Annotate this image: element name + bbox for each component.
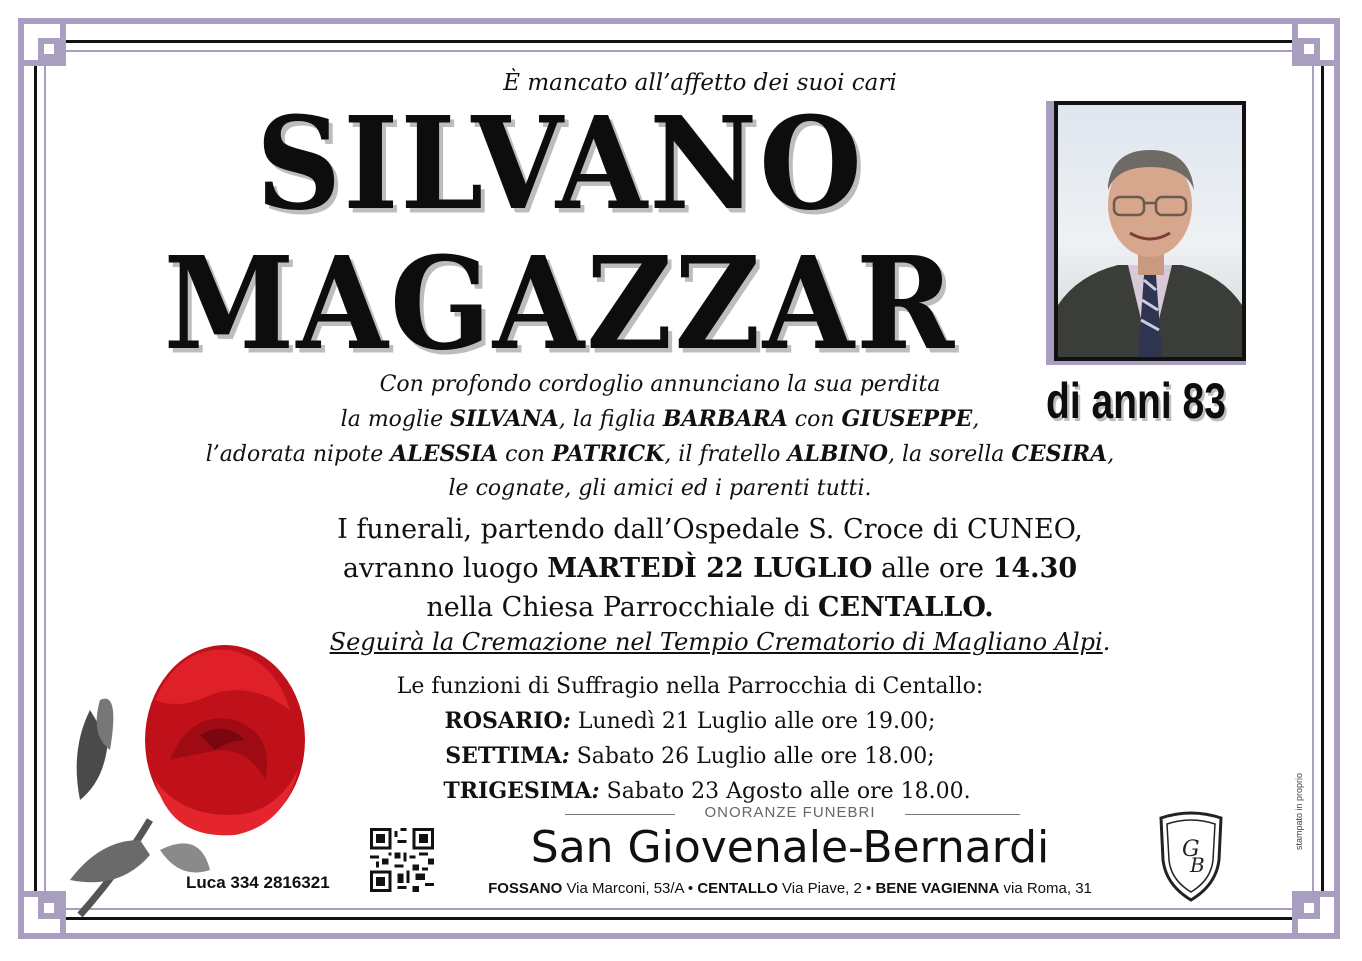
portrait-photo bbox=[1046, 101, 1246, 365]
svg-text:G: G bbox=[1182, 837, 1200, 862]
intro-line: È mancato all’affetto dei suoi cari bbox=[503, 70, 897, 96]
corner-ornament-tl bbox=[18, 18, 66, 66]
shield-logo-icon bbox=[1156, 810, 1226, 902]
suffrage-intro: Le funzioni di Suffragio nella Parrocchia di Centallo: bbox=[396, 674, 984, 699]
cremation-line: Seguirà la Cremazione nel Tempio Crematorio di Magliano Alpi. bbox=[329, 628, 1111, 656]
corner-ornament-bl bbox=[18, 891, 66, 939]
age-label: di anni 83 bbox=[1046, 373, 1226, 429]
corner-ornament-tr bbox=[1292, 18, 1340, 66]
contact-phone: Luca 334 2816321 bbox=[186, 873, 330, 892]
first-name: SILVANO bbox=[256, 88, 864, 239]
announcement-line-3: l’adorata nipote ALESSIA con PATRICK, il fratello ALBINO, la sorella CESIRA, bbox=[205, 441, 1115, 467]
announcement-line-2: la moglie SILVANA, la figlia BARBARA con GIUSEPPE, bbox=[340, 406, 980, 432]
svg-text:B: B bbox=[1190, 853, 1205, 877]
corner-ornament-br bbox=[1292, 891, 1340, 939]
funeral-line-3: nella Chiesa Parrocchiale di CENTALLO. bbox=[426, 592, 994, 623]
announcement-block bbox=[100, 368, 1226, 506]
suffrage-row-trigesima: TRIGESIMA: Sabato 23 Agosto alle ore 18.00. bbox=[443, 778, 971, 804]
funeral-home-addresses: FOSSANO Via Marconi, 53/A • CENTALLO Via Piave, 2 • BENE VAGIENNA via Roma, 31 bbox=[488, 880, 1092, 897]
funeral-home-name: San Giovenale-Bernardi bbox=[530, 822, 1050, 873]
funeral-home-tag: ONORANZE FUNEBRI bbox=[704, 804, 876, 821]
announcement-line-4: le cognate, gli amici ed i parenti tutti. bbox=[448, 476, 872, 501]
suffrage-row-rosario: ROSARIO: Lunedì 21 Luglio alle ore 19.00; bbox=[444, 708, 936, 734]
printed-note: stampato in proprio bbox=[1294, 772, 1304, 850]
funeral-line-1: I funerali, partendo dall’Ospedale S. Croce di CUNEO, bbox=[337, 514, 1083, 545]
portrait-illustration bbox=[1058, 105, 1242, 357]
funeral-block bbox=[100, 510, 1320, 627]
last-name: MAGAZZAR bbox=[163, 228, 957, 379]
announcement-line-1: Con profondo cordoglio annunciano la sua perdita bbox=[379, 372, 941, 397]
funeral-line-2: avranno luogo MARTEDÌ 22 LUGLIO alle ore 14.30 bbox=[342, 553, 1078, 584]
suffrage-row-settima: SETTIMA: Sabato 26 Luglio alle ore 18.00; bbox=[445, 743, 935, 769]
